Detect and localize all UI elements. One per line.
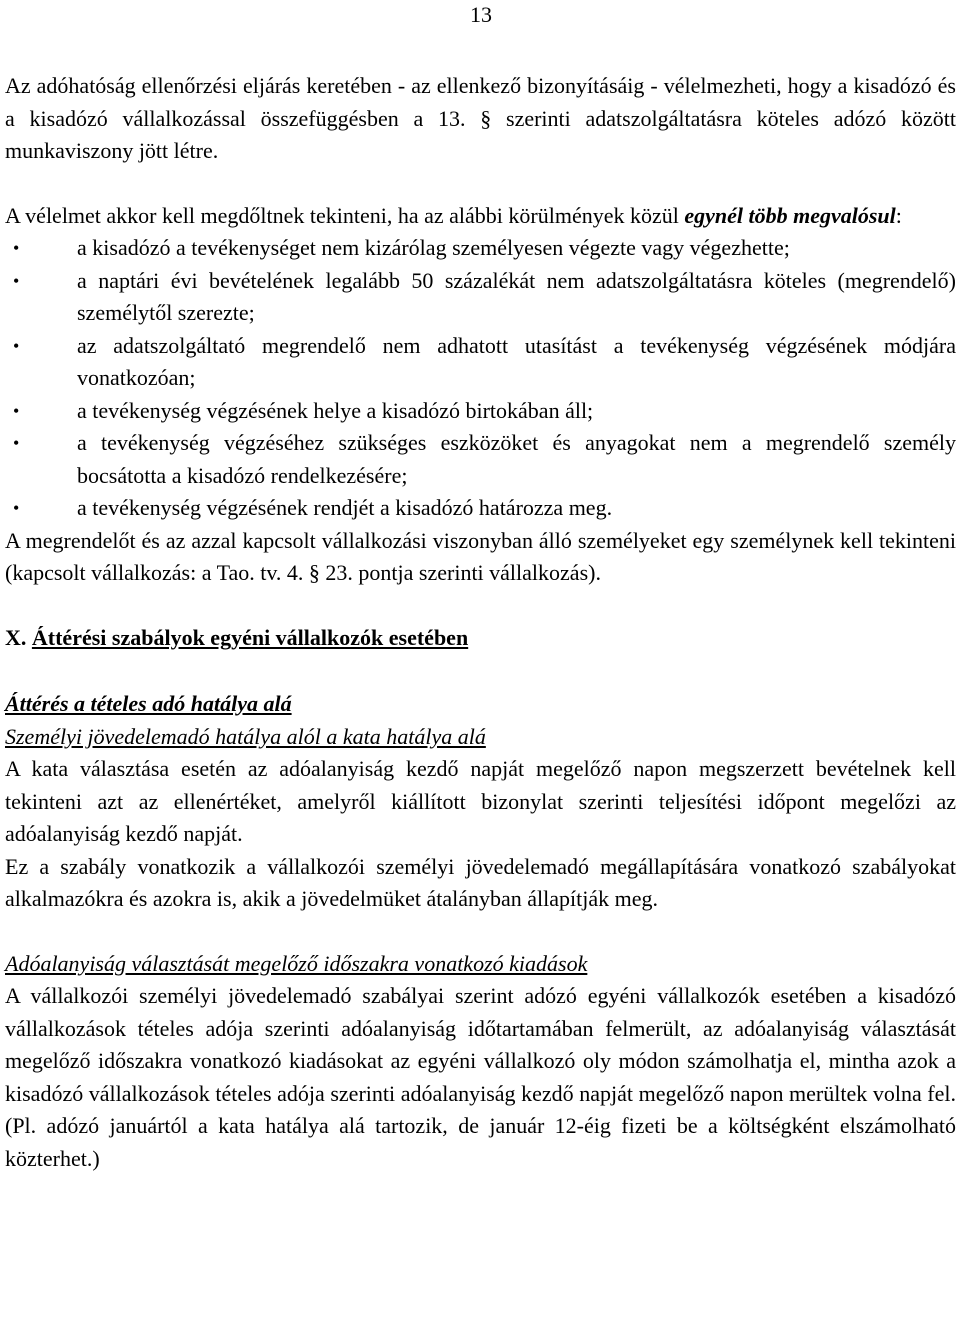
- conditions-list: [5, 232, 956, 525]
- rebuttal-emphasis: egynél több megvalósul: [684, 202, 896, 228]
- paragraph-rebuttal: [5, 200, 956, 233]
- list-item: [5, 427, 956, 492]
- list-item: [5, 330, 956, 395]
- rebuttal-colon: :: [895, 202, 902, 228]
- spacer: [5, 654, 956, 688]
- list-item-text: a kisadózó a tevékenységet nem kizárólag személyesen végezte vagy végezhette;: [77, 235, 790, 260]
- spacer: [5, 590, 956, 622]
- bullet-icon: •: [13, 238, 20, 258]
- list-item-text: a naptári évi bevételének legalább 50 százalékát nem adatszolgáltatásra köteles (megrendelő) személytől szerezte;: [77, 267, 956, 325]
- bullet-icon: •: [13, 498, 20, 518]
- document-body: [5, 70, 956, 1175]
- list-item: [5, 492, 956, 525]
- section-title: Áttérési szabályok egyéni vállalkozók esetében: [31, 624, 469, 650]
- paragraph-expenses: A vállalkozói személyi jövedelemadó szabályai szerint adózó egyéni vállalkozók esetében a kisadózó vállalkozások tételes adója szerinti adóalanyiság időtartamában felmerült, az adóalanyiság választását megelőző időszakra vonatkozó kiadásokat az egyéni vállalkozó oly módon számolhatja el, mintha azok a kisadózó vállalkozások tételes adója szerinti adóalanyiság kezdő napját megelőző napon merültek volna fel. (Pl. adózó januártól a kata hatálya alá tartozik, de január 12-éig fizeti be a költségként elszámolható közterhet.): [5, 983, 956, 1171]
- list-item: [5, 395, 956, 428]
- paragraph-presumption: Az adóhatóság ellenőrzési eljárás keretében - az ellenkező bizonyításáig - vélelmezheti, hogy a kisadózó és a kisadózó vállalkozással összefüggésben a 13. § szerinti adatszolgáltatásra köteles adózó között munkaviszony jött létre.: [5, 73, 956, 163]
- paragraph-revenue-rule: A kata választása esetén az adóalanyiság kezdő napját megelőző napon megszerzett bevételnek kell tekinteni azt az ellenértéket, amelyről kiállított bizonylat szerinti teljesítési időpont megelőzi az adóalanyiság kezdő napját.: [5, 756, 956, 846]
- list-item-text: a tevékenység végzéséhez szükséges eszközöket és anyagokat nem a megrendelő személy bocsátotta a kisadózó rendelkezésére;: [77, 430, 956, 488]
- list-item: [5, 265, 956, 330]
- subheading-pit-to-kata: Személyi jövedelemadó hatálya alól a kata hatálya alá: [5, 723, 486, 749]
- list-item-text: az adatszolgáltató megrendelő nem adhatott utasítást a tevékenység végzésének módjára vonatkozóan;: [77, 332, 956, 390]
- bullet-icon: •: [13, 335, 20, 356]
- bullet-icon: •: [13, 433, 20, 453]
- spacer: [5, 916, 956, 948]
- list-item-text: a tevékenység végzésének helye a kisadózó birtokában áll;: [77, 397, 594, 423]
- subheading-transition: Áttérés a tételes adó hatálya alá: [5, 691, 292, 716]
- bullet-icon: •: [13, 270, 20, 291]
- rebuttal-lead: A vélelmet akkor kell megdőltnek tekinteni, ha az alábbi körülmények közül: [5, 202, 685, 228]
- list-item-text: a tevékenység végzésének rendjét a kisadózó határozza meg.: [77, 495, 613, 520]
- spacer: [5, 168, 956, 200]
- section-number: X.: [5, 624, 27, 650]
- subheading-prior-expenses: Adóalanyiság választását megelőző időszakra vonatkozó kiadások: [5, 950, 588, 976]
- paragraph-scope: Ez a szabály vonatkozik a vállalkozói személyi jövedelemadó megállapítására vonatkozó szabályokat alkalmazókra és azokra is, akik a jövedelmüket átalányban állapítják meg.: [5, 853, 956, 911]
- section-heading: [5, 622, 956, 655]
- paragraph-related-parties: A megrendelőt és az azzal kapcsolt vállalkozási viszonyban álló személyeket egy személynek kell tekinteni (kapcsolt vállalkozás: a Tao. tv. 4. § 23. pontja szerinti vállalkozás).: [5, 527, 956, 585]
- list-item: [5, 232, 956, 265]
- page-number: 13: [470, 2, 492, 27]
- bullet-icon: •: [13, 400, 20, 421]
